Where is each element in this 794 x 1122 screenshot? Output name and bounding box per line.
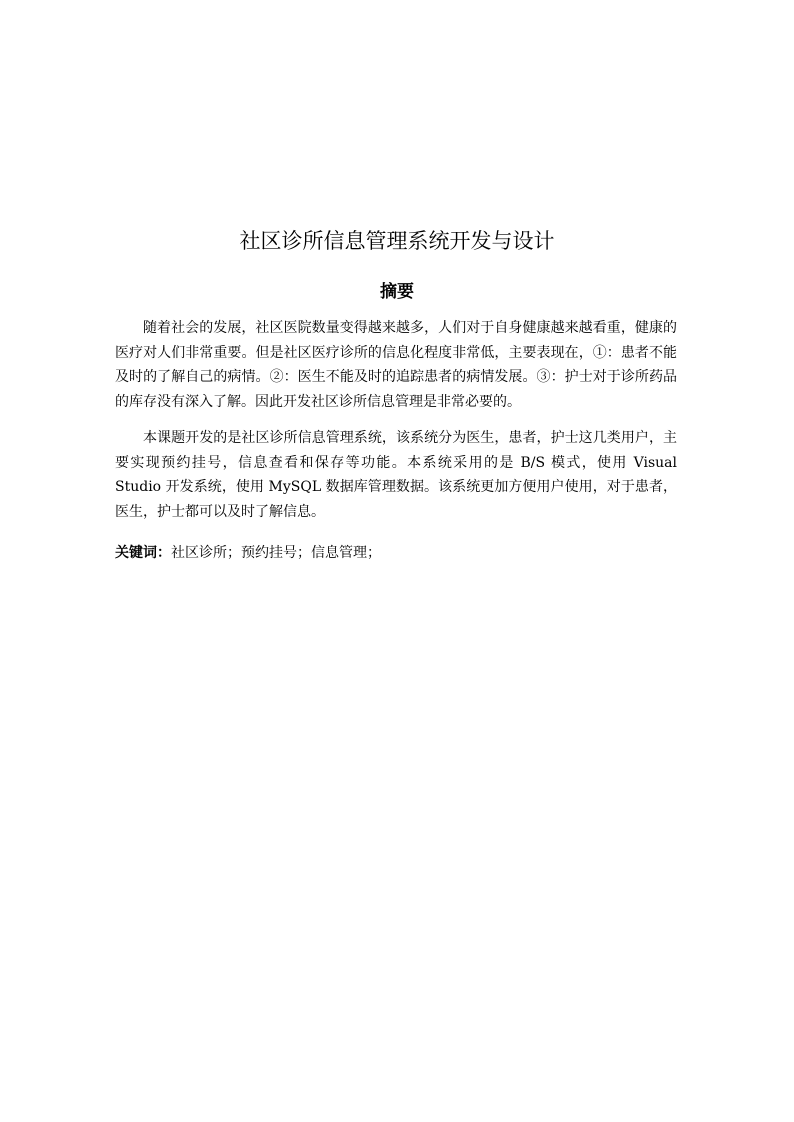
- keywords-text: 社区诊所；预约挂号；信息管理；: [171, 545, 381, 561]
- document-title: 社区诊所信息管理系统开发与设计: [239, 229, 555, 253]
- abstract-paragraph-1: 随着社会的发展，社区医院数量变得越来越多，人们对于自身健康越来越看重，健康的医疗对人们非常重要。但是社区医疗诊所的信息化程度非常低，主要表现在，①：患者不能及时的了解自己的病情。②：医生不能及时的追踪患者的病情发展。③：护士对于诊所药品的库存没有深入了解。因此开发社区诊所信息管理是非常必要的。: [115, 320, 677, 410]
- keywords-label: 关键词：: [115, 545, 171, 561]
- abstract-paragraph-2: 本课题开发的是社区诊所信息管理系统，该系统分为医生，患者，护士这几类用户，主要实现预约挂号，信息查看和保存等功能。本系统采用的是 B/S 模式，使用 Visual Studio 开发系统，使用 MySQL 数据库管理数据。该系统更加方便用户使用，对于患者，医生，护士都可以及时了解信息。: [115, 430, 677, 520]
- abstract-heading: 摘要: [380, 282, 414, 302]
- keywords-line: [115, 541, 677, 565]
